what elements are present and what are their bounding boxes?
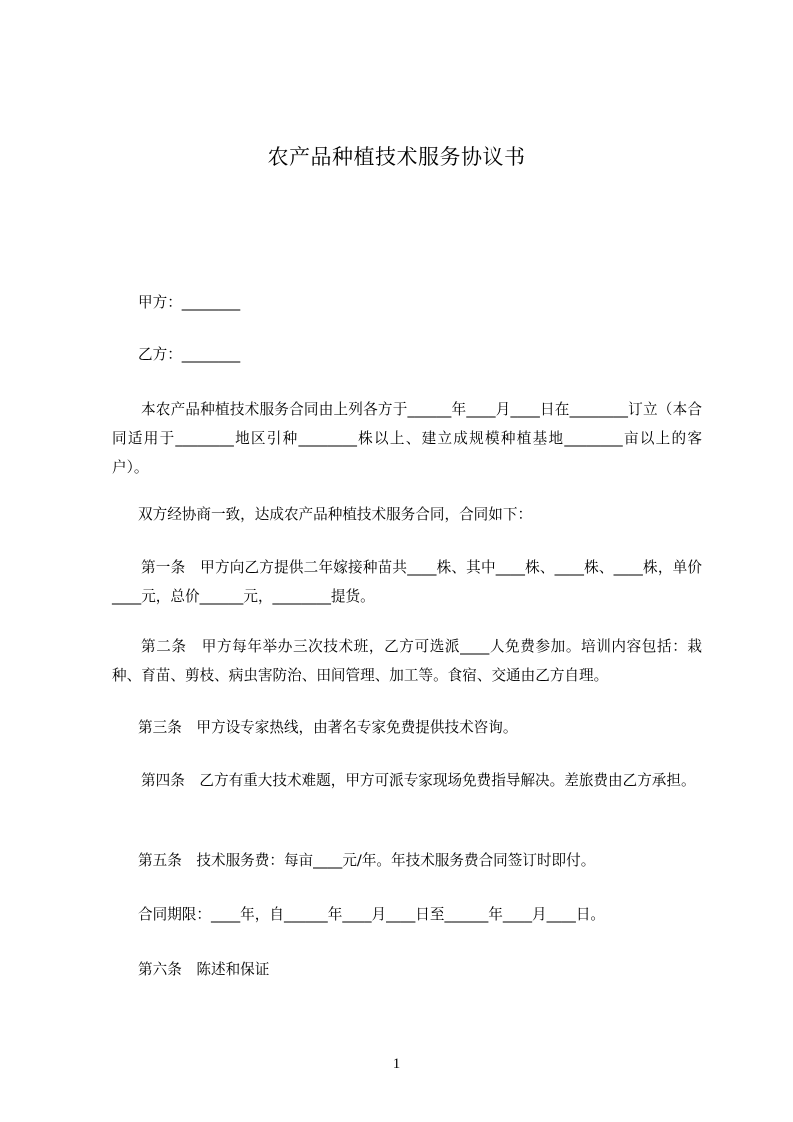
page-number: 1 — [392, 1056, 401, 1072]
article-3-paragraph: 第三条 甲方设专家热线，由著名专家免费提供技术咨询。 — [138, 719, 518, 736]
party-a-line: 甲方：________ — [138, 294, 241, 311]
agreement-statement: 双方经协商一致，达成农产品种植技术服务合同，合同如下： — [138, 506, 533, 523]
article-1-paragraph: 第一条 甲方向乙方提供二年嫁接种苗共____株、其中____株、____株、____株，单价____元，总价______元，________提货。 — [112, 559, 702, 605]
contract-intro-paragraph: 本农产品种植技术服务合同由上列各方于______年____月____日在________订立（本合同适用于________地区引种________株以上、建立成规模种植基地________亩以上的客户）。 — [112, 401, 702, 476]
article-2-paragraph: 第二条 甲方每年举办三次技术班，乙方可选派____人免费参加。培训内容包括：栽种、育苗、剪枝、病虫害防治、田间管理、加工等。食宿、交通由乙方自理。 — [112, 638, 702, 684]
party-b-line: 乙方：________ — [138, 346, 241, 363]
article-6-heading: 第六条 陈述和保证 — [138, 961, 270, 978]
contract-term-paragraph: 合同期限：____年，自______年____月____日至______年____月____日。 — [138, 906, 606, 923]
document-title: 农产品种植技术服务协议书 — [267, 145, 526, 169]
article-4-paragraph: 第四条 乙方有重大技术难题，甲方可派专家现场免费指导解决。差旅费由乙方承担。 — [141, 772, 696, 789]
article-5-paragraph: 第五条 技术服务费：每亩____元/年。年技术服务费合同签订时即付。 — [138, 852, 596, 869]
